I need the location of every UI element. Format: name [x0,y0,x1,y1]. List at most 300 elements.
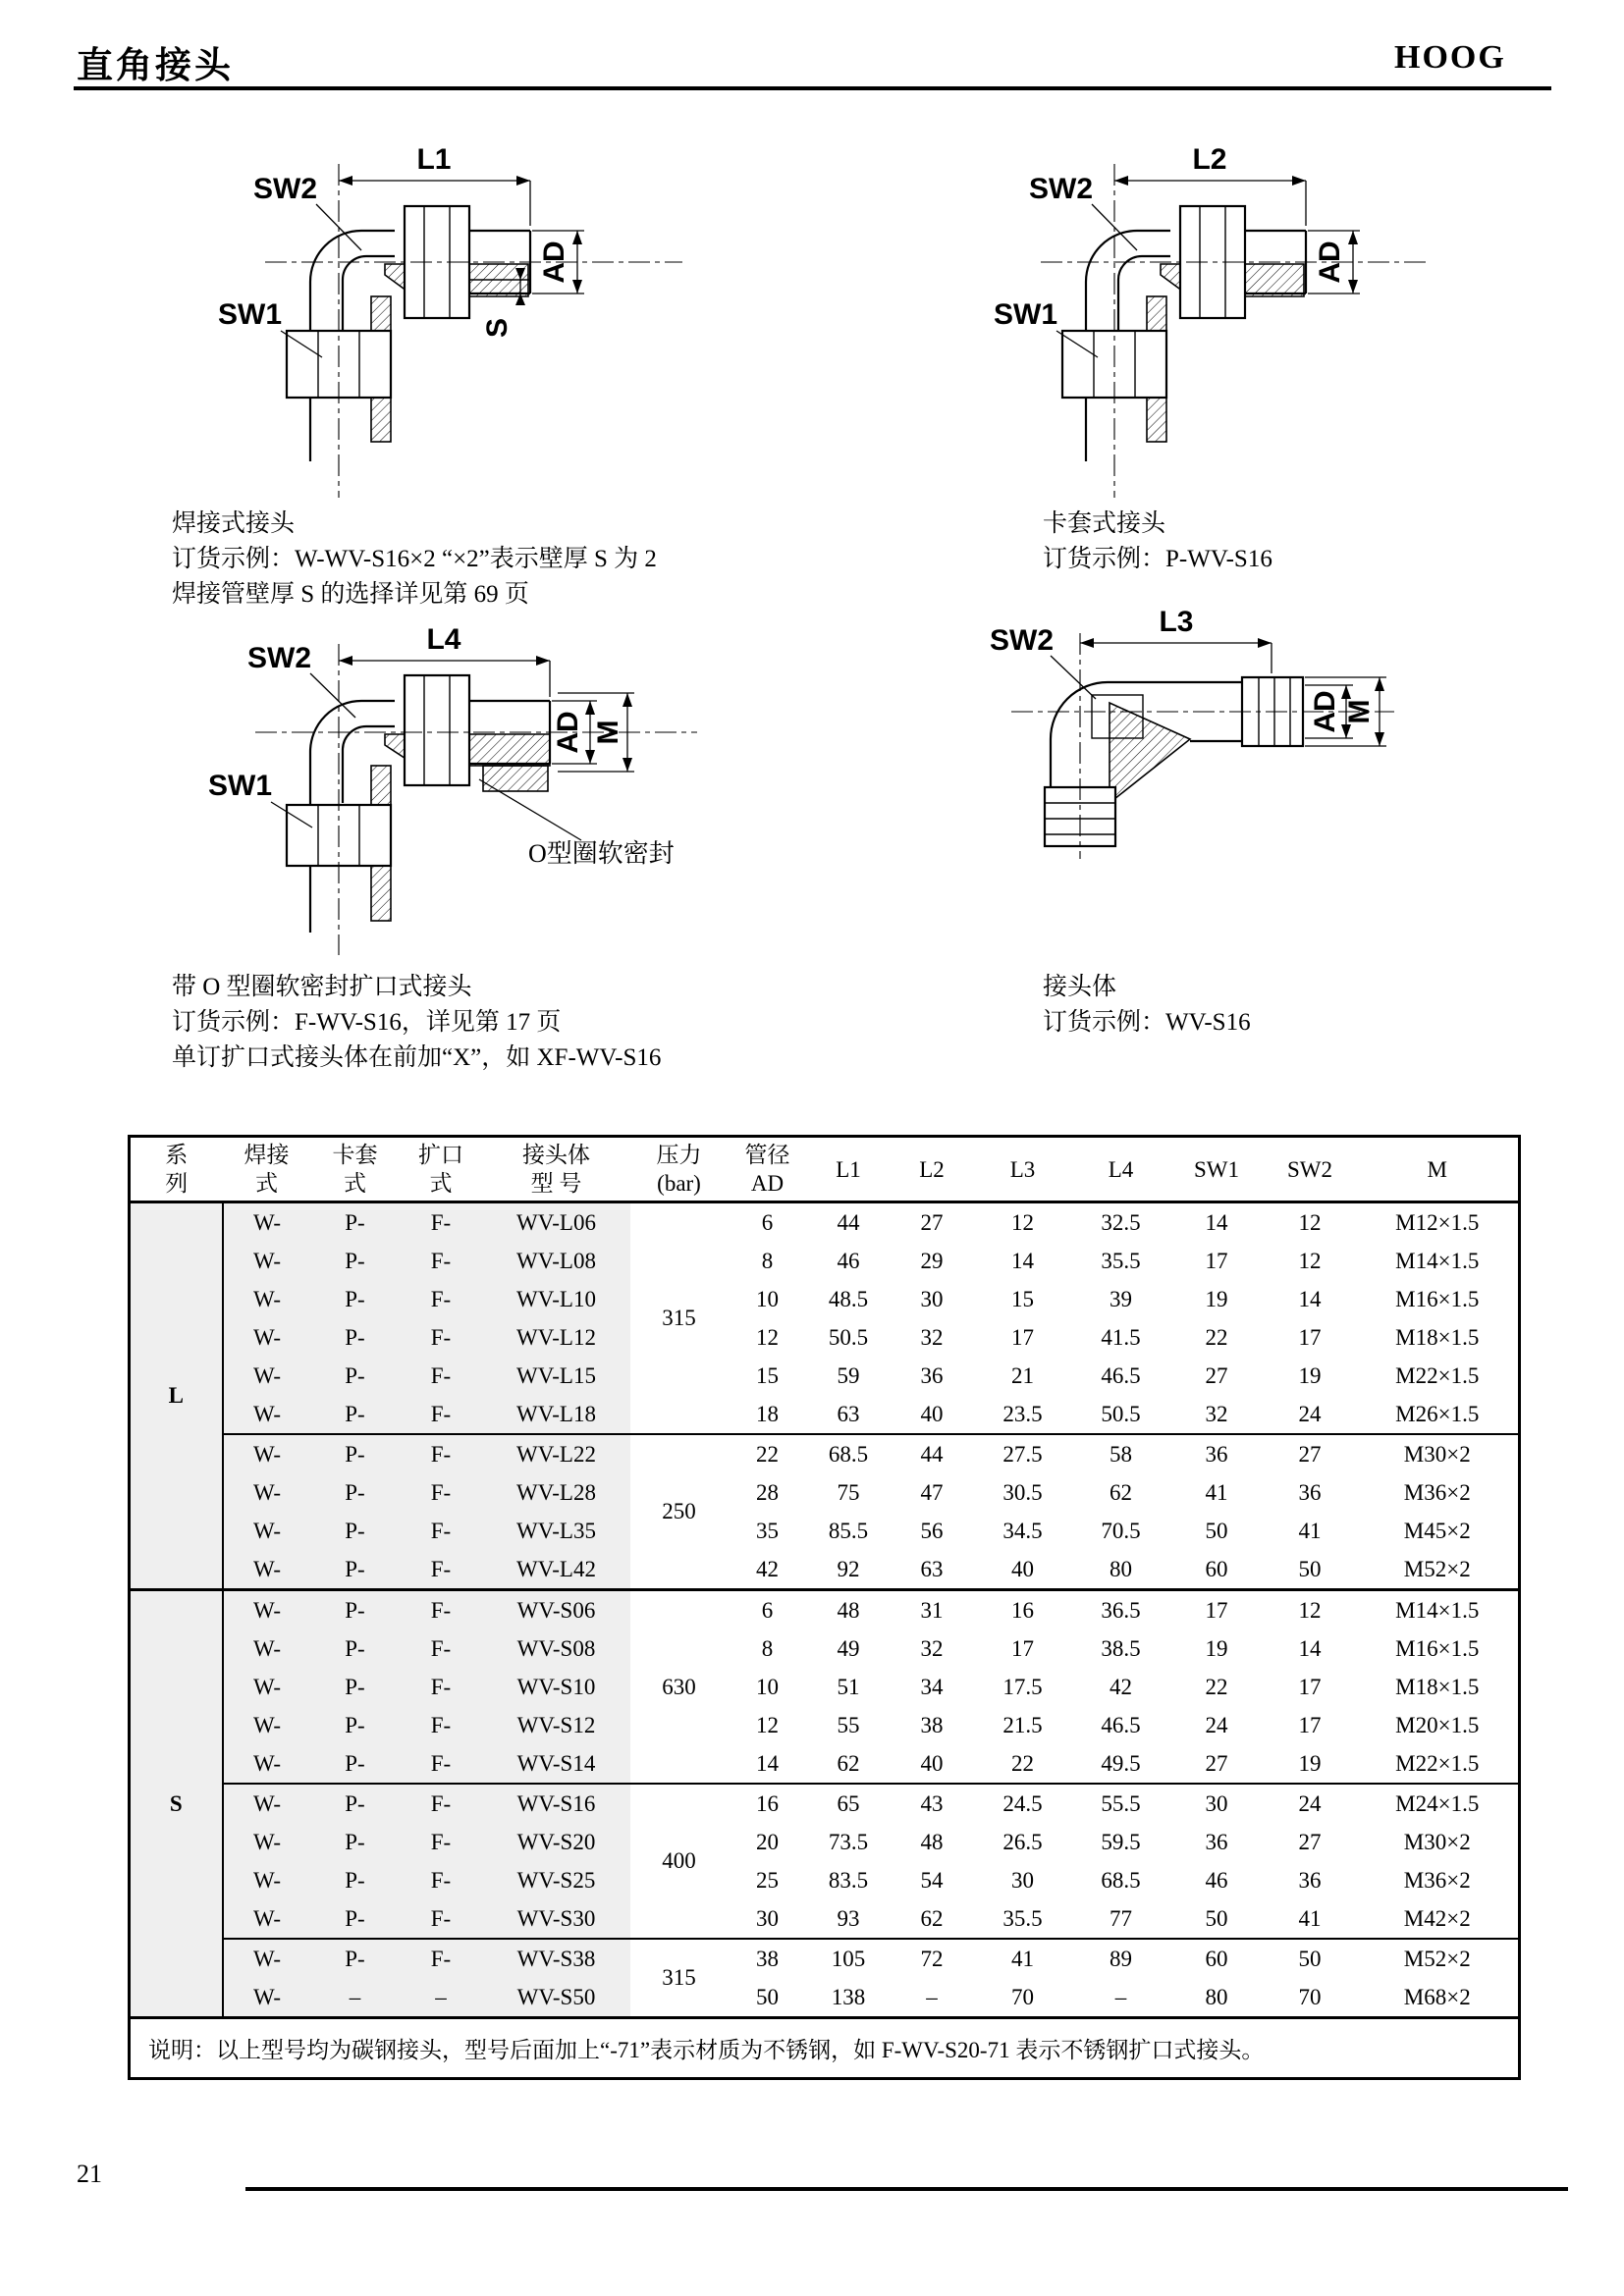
value-cell: 39 [1110,1286,1132,1311]
caption-line: 接头体 [1043,974,1117,1000]
value-cell: 89 [1072,1939,1170,1978]
value-cell: 58 [1072,1434,1170,1473]
value-cell: 6 [729,1590,807,1630]
value-cell: 17 [1298,1712,1322,1737]
value-cell: 55.5 [1072,1784,1170,1823]
value-cell: 83.5 [828,1867,869,1893]
value-cell: 10 [756,1286,779,1311]
model-cell: WV-S30 [483,1899,630,1939]
model-cell: WV-S12 [483,1706,630,1744]
weld-prefix-cell: W- [223,1861,311,1899]
weld-prefix-cell: W- [223,1202,311,1243]
clamp-prefix-cell: P- [311,1784,400,1823]
clamp-prefix-cell: P- [311,1668,400,1706]
value-cell: 17 [1298,1674,1322,1699]
value-cell: 68.5 [807,1434,891,1473]
value-cell: 75 [837,1479,860,1505]
figure-fitting-body [962,609,1404,864]
model-cell: WV-S08 [483,1629,630,1668]
brand-logo: HOOG [1394,39,1506,76]
value-cell: 63 [920,1556,944,1581]
dim-label-ad: AD [1314,240,1346,284]
value-cell: 50 [756,1984,779,2009]
value-cell: 27.5 [974,1434,1072,1473]
table-row [130,1629,1520,1668]
dim-label-l3: L3 [1159,609,1194,638]
value-cell: 50 [1298,1556,1322,1581]
value-cell: 50.5 [1101,1401,1141,1426]
value-cell: 35 [756,1518,779,1543]
clamp-prefix-cell: P- [311,1242,400,1280]
value-cell: 41 [1298,1518,1322,1543]
value-cell: 46 [1205,1867,1228,1893]
value-cell: 48 [920,1829,944,1854]
caption-line: 单订扩口式接头体在前加“X”，如 XF-WV-S16 [172,1044,662,1071]
value-cell: 22 [1205,1324,1228,1350]
value-cell: 30 [1011,1867,1034,1893]
flare-prefix-cell: F- [400,1939,483,1978]
col-header-weld: 焊接 式 [223,1137,311,1202]
value-cell: 17 [1205,1248,1228,1273]
value-cell: M42×2 [1403,1905,1471,1931]
flare-prefix-cell: F- [400,1512,483,1550]
value-cell: 41 [1298,1905,1322,1931]
value-cell: 34.5 [1002,1518,1043,1543]
dim-label-l2: L2 [1192,143,1227,176]
value-cell: 42 [756,1556,779,1581]
value-cell: 50.5 [828,1324,869,1350]
weld-prefix-cell: W- [223,1784,311,1823]
value-cell: M36×2 [1403,1479,1471,1505]
fitting-body-drawing [962,609,1404,864]
model-cell: WV-L35 [483,1512,630,1550]
label-sw2: SW2 [253,173,318,205]
value-cell: 51 [837,1674,860,1699]
value-cell: – [1114,1984,1127,2009]
col-header-ad: 管径 AD [729,1137,807,1202]
table-row [130,1242,1520,1280]
value-cell: 35.5 [1002,1905,1043,1931]
model-cell: WV-L10 [483,1280,630,1318]
col-header-l1: L1 [807,1137,891,1202]
value-cell: 17 [1298,1324,1322,1350]
value-cell: 49.5 [1101,1750,1141,1776]
model-cell: WV-L42 [483,1550,630,1590]
weld-prefix-cell: W- [223,1899,311,1939]
value-cell: 41 [1205,1479,1228,1505]
value-cell: 40 [1011,1556,1034,1581]
value-cell: 68.5 [1101,1867,1141,1893]
table-row [130,1550,1520,1590]
spec-table [128,1135,1521,2080]
value-cell: M22×1.5 [1395,1750,1480,1776]
value-cell: 19 [1205,1635,1228,1661]
pressure-cell: 250 [630,1434,729,1590]
table-row [130,1395,1520,1434]
caption-line: 订货示例：F-WV-S16，详见第 17 页 [172,1009,562,1036]
dim-label-l4: L4 [426,623,461,656]
value-cell: 62 [837,1750,860,1776]
value-cell: 32 [920,1324,944,1350]
table-row [130,1318,1520,1357]
value-cell: 50 [1264,1939,1357,1978]
flare-prefix-cell: F- [400,1473,483,1512]
clamp-prefix-cell: P- [311,1629,400,1668]
flare-prefix-cell: F- [400,1242,483,1280]
value-cell: 35.5 [1101,1248,1141,1273]
value-cell: 70.5 [1101,1518,1141,1543]
value-cell: 27 [1264,1434,1357,1473]
caption-line: 订货示例：WV-S16 [1043,1009,1251,1036]
value-cell: 24 [1264,1784,1357,1823]
col-header-pressure: 压力 (bar) [630,1137,729,1202]
model-cell: WV-L15 [483,1357,630,1395]
value-cell: 54 [920,1867,944,1893]
caption-line: 焊接管壁厚 S 的选择详见第 69 页 [172,581,529,608]
value-cell: 17 [1170,1590,1264,1630]
value-cell: 12 [756,1712,779,1737]
value-cell: 22 [1011,1750,1034,1776]
label-sw2: SW2 [990,624,1055,657]
value-cell: M12×1.5 [1395,1209,1480,1235]
flare-prefix-cell: F- [400,1280,483,1318]
value-cell: 28 [756,1479,779,1505]
header-rule [74,86,1551,90]
label-sw2: SW2 [247,642,312,674]
value-cell: 12 [1264,1590,1357,1630]
col-header-series: 系 列 [130,1137,223,1202]
value-cell: 41 [974,1939,1072,1978]
clamp-prefix-cell: P- [311,1318,400,1357]
value-cell: 32 [1205,1401,1228,1426]
value-cell: 21.5 [1002,1712,1043,1737]
weld-prefix-cell: W- [223,1280,311,1318]
flare-prefix-cell: F- [400,1590,483,1630]
clamp-prefix-cell: P- [311,1473,400,1512]
value-cell: 65 [807,1784,891,1823]
value-cell: 14 [1205,1209,1228,1235]
value-cell: 24 [1205,1712,1228,1737]
value-cell: 12 [756,1324,779,1350]
value-cell: 40 [920,1750,944,1776]
clamp-prefix-cell: P- [311,1357,400,1395]
value-cell: 14 [1298,1286,1322,1311]
flare-prefix-cell: F- [400,1823,483,1861]
value-cell: M68×2 [1403,1984,1471,2009]
value-cell: 50 [1205,1905,1228,1931]
value-cell: 18 [756,1401,779,1426]
value-cell: 19 [1298,1750,1322,1776]
value-cell: M24×1.5 [1357,1784,1520,1823]
clamp-prefix-cell: P- [311,1550,400,1590]
weld-prefix-cell: W- [223,1434,311,1473]
weld-prefix-cell: W- [223,1823,311,1861]
value-cell: 44 [891,1434,974,1473]
value-cell: 8 [761,1635,774,1661]
flare-prefix-cell: F- [400,1202,483,1243]
weld-prefix-cell: W- [223,1629,311,1668]
value-cell: 50 [1205,1518,1228,1543]
clamp-prefix-cell: P- [311,1395,400,1434]
oring-seal-label: O型圈软密封 [528,839,675,868]
weld-prefix-cell: W- [223,1395,311,1434]
table-row [130,1512,1520,1550]
dim-label-l1: L1 [416,143,452,176]
value-cell: 38.5 [1101,1635,1141,1661]
weld-prefix-cell: W- [223,1978,311,2018]
clamp-prefix-cell: – [311,1978,400,2018]
value-cell: 32.5 [1101,1209,1141,1235]
value-cell: 27 [1205,1362,1228,1388]
clamp-prefix-cell: P- [311,1280,400,1318]
col-header-sw2: SW2 [1264,1137,1357,1202]
caption-line: 带 O 型圈软密封扩口式接头 [172,974,472,1000]
value-cell: 8 [761,1248,774,1273]
value-cell: 30 [756,1905,779,1931]
clamp-prefix-cell: P- [311,1823,400,1861]
value-cell: 59.5 [1101,1829,1141,1854]
value-cell: M16×1.5 [1395,1635,1480,1661]
model-cell: WV-L12 [483,1318,630,1357]
value-cell: 22 [729,1434,807,1473]
dim-label-s: S [481,317,514,339]
value-cell: 36 [920,1362,944,1388]
value-cell: M14×1.5 [1357,1590,1520,1630]
header-row [130,1137,1520,1202]
value-cell: 12 [1011,1209,1034,1235]
table-row [130,1668,1520,1706]
value-cell: 63 [837,1401,860,1426]
value-cell: 12 [1298,1209,1322,1235]
flare-prefix-cell: F- [400,1357,483,1395]
value-cell: M16×1.5 [1395,1286,1480,1311]
value-cell: 16 [974,1590,1072,1630]
value-cell: 77 [1110,1905,1132,1931]
value-cell: 14 [756,1750,779,1776]
value-cell: 27 [920,1209,944,1235]
model-cell: WV-S10 [483,1668,630,1706]
value-cell: 36 [1298,1479,1322,1505]
value-cell: 10 [756,1674,779,1699]
table-row [130,1280,1520,1318]
model-cell: WV-L08 [483,1242,630,1280]
flare-prefix-cell: F- [400,1395,483,1434]
value-cell: M18×1.5 [1395,1324,1480,1350]
caption-line: 订货示例：W-WV-S16×2 “×2”表示壁厚 S 为 2 [172,546,657,572]
table-row [130,1590,1520,1630]
value-cell: 30 [920,1286,944,1311]
pressure-cell: 400 [630,1784,729,1939]
page-title: 直角接头 [77,45,234,85]
spec-table-wrap [128,1135,1521,2080]
dim-label-ad: AD [1309,690,1341,733]
flare-prefix-cell: F- [400,1899,483,1939]
flare-prefix-cell: F- [400,1706,483,1744]
page-number: 21 [77,2160,102,2188]
value-cell: 26.5 [1002,1829,1043,1854]
value-cell: 20 [756,1829,779,1854]
weld-prefix-cell: W- [223,1512,311,1550]
weld-prefix-cell: W- [223,1318,311,1357]
model-cell: WV-S16 [483,1784,630,1823]
clamp-prefix-cell: P- [311,1434,400,1473]
value-cell: 23.5 [1002,1401,1043,1426]
caption-body [1043,970,1251,1041]
value-cell: 36 [1298,1867,1322,1893]
weld-prefix-cell: W- [223,1473,311,1512]
value-cell: 62 [920,1905,944,1931]
value-cell: 73.5 [828,1829,869,1854]
value-cell: 56 [920,1518,944,1543]
value-cell: M18×1.5 [1395,1674,1480,1699]
caption-line: 焊接式接头 [172,510,296,537]
value-cell: 29 [920,1248,944,1273]
value-cell: 70 [1298,1984,1322,2009]
value-cell: 14 [1298,1635,1322,1661]
table-row [130,1202,1520,1243]
value-cell: 48 [807,1590,891,1630]
table-row [130,1434,1520,1473]
flare-prefix-cell: – [400,1978,483,2018]
clamp-prefix-cell: P- [311,1706,400,1744]
value-cell: 38 [729,1939,807,1978]
value-cell: 38 [920,1712,944,1737]
value-cell: 14 [1011,1248,1034,1273]
series-cell: S [130,1590,223,2018]
weld-prefix-cell: W- [223,1939,311,1978]
model-cell: WV-L06 [483,1202,630,1243]
clamp-prefix-cell: P- [311,1202,400,1243]
flare-prefix-cell: F- [400,1744,483,1784]
clamp-prefix-cell: P- [311,1861,400,1899]
caption-welded [172,507,657,613]
model-cell: WV-S25 [483,1861,630,1899]
value-cell: 47 [920,1479,944,1505]
value-cell: 27 [1298,1829,1322,1854]
figure-welded-elbow [137,110,687,503]
value-cell: 17 [1011,1635,1034,1661]
model-cell: WV-L28 [483,1473,630,1512]
col-header-model: 接头体 型 号 [483,1137,630,1202]
series-cell: L [130,1202,223,1590]
value-cell: M36×2 [1403,1867,1471,1893]
value-cell: 48.5 [828,1286,869,1311]
value-cell: 32 [920,1635,944,1661]
flare-prefix-cell: F- [400,1668,483,1706]
caption-line: 订货示例：P-WV-S16 [1043,546,1272,572]
value-cell: M30×2 [1403,1829,1471,1854]
value-cell: 27 [1205,1750,1228,1776]
value-cell: M52×2 [1403,1556,1471,1581]
table-row [130,1744,1520,1784]
value-cell: 46.5 [1101,1362,1141,1388]
flared-elbow-drawing [137,616,766,960]
value-cell: 46 [837,1248,860,1273]
clamp-prefix-cell: P- [311,1590,400,1630]
value-cell: 36 [1170,1434,1264,1473]
table-row [130,1473,1520,1512]
value-cell: 34 [920,1674,944,1699]
value-cell: M45×2 [1403,1518,1471,1543]
value-cell: 6 [761,1209,774,1235]
value-cell: 15 [756,1362,779,1388]
table-row [130,1939,1520,1978]
figure-flared-elbow [137,616,766,960]
value-cell: 62 [1110,1479,1132,1505]
value-cell: 43 [891,1784,974,1823]
model-cell: WV-S06 [483,1590,630,1630]
col-header-l2: L2 [891,1137,974,1202]
label-sw2: SW2 [1029,173,1094,205]
value-cell: 60 [1170,1939,1264,1978]
flare-prefix-cell: F- [400,1861,483,1899]
value-cell: 59 [837,1362,860,1388]
value-cell: 80 [1205,1984,1228,2009]
value-cell: M22×1.5 [1395,1362,1480,1388]
value-cell: 85.5 [828,1518,869,1543]
value-cell: 15 [1011,1286,1034,1311]
table-row [130,1823,1520,1861]
value-cell: 31 [891,1590,974,1630]
model-cell: WV-S14 [483,1744,630,1784]
value-cell: – [926,1984,938,2009]
value-cell: 24.5 [974,1784,1072,1823]
flare-prefix-cell: F- [400,1434,483,1473]
value-cell: M14×1.5 [1395,1248,1480,1273]
value-cell: 17.5 [1002,1674,1043,1699]
dim-label-m: M [592,720,624,745]
value-cell: M30×2 [1357,1434,1520,1473]
value-cell: 41.5 [1101,1324,1141,1350]
clamp-elbow-drawing [913,110,1434,503]
value-cell: 105 [807,1939,891,1978]
model-cell: WV-S50 [483,1978,630,2018]
weld-prefix-cell: W- [223,1668,311,1706]
dim-label-ad: AD [538,240,570,284]
value-cell: 12 [1298,1248,1322,1273]
weld-prefix-cell: W- [223,1706,311,1744]
value-cell: 30.5 [1002,1479,1043,1505]
table-row [130,1784,1520,1823]
col-header-m: M [1357,1137,1520,1202]
clamp-prefix-cell: P- [311,1512,400,1550]
label-sw1: SW1 [994,298,1058,331]
table-row [130,1357,1520,1395]
value-cell: 22 [1205,1674,1228,1699]
model-cell: WV-S20 [483,1823,630,1861]
flare-prefix-cell: F- [400,1784,483,1823]
footnote-text: 说明：以上型号均为碳钢接头，型号后面加上“-71”表示材质为不锈钢，如 F-WV-S20-71 表示不锈钢扩口式接头。 [130,2018,1520,2079]
flare-prefix-cell: F- [400,1318,483,1357]
value-cell: 80 [1110,1556,1132,1581]
flare-prefix-cell: F- [400,1629,483,1668]
dim-label-ad: AD [552,711,584,754]
value-cell: M52×2 [1357,1939,1520,1978]
caption-flared [172,970,661,1076]
hex-nut-horizontal [405,675,469,785]
value-cell: 42 [1110,1674,1132,1699]
label-sw1: SW1 [208,770,273,802]
label-sw1: SW1 [218,298,283,331]
weld-prefix-cell: W- [223,1357,311,1395]
value-cell: 60 [1205,1556,1228,1581]
model-cell: WV-S38 [483,1939,630,1978]
value-cell: 44 [837,1209,860,1235]
value-cell: 36.5 [1072,1590,1170,1630]
table-row [130,1978,1520,2018]
footnote-row [130,2018,1520,2079]
value-cell: 40 [920,1401,944,1426]
